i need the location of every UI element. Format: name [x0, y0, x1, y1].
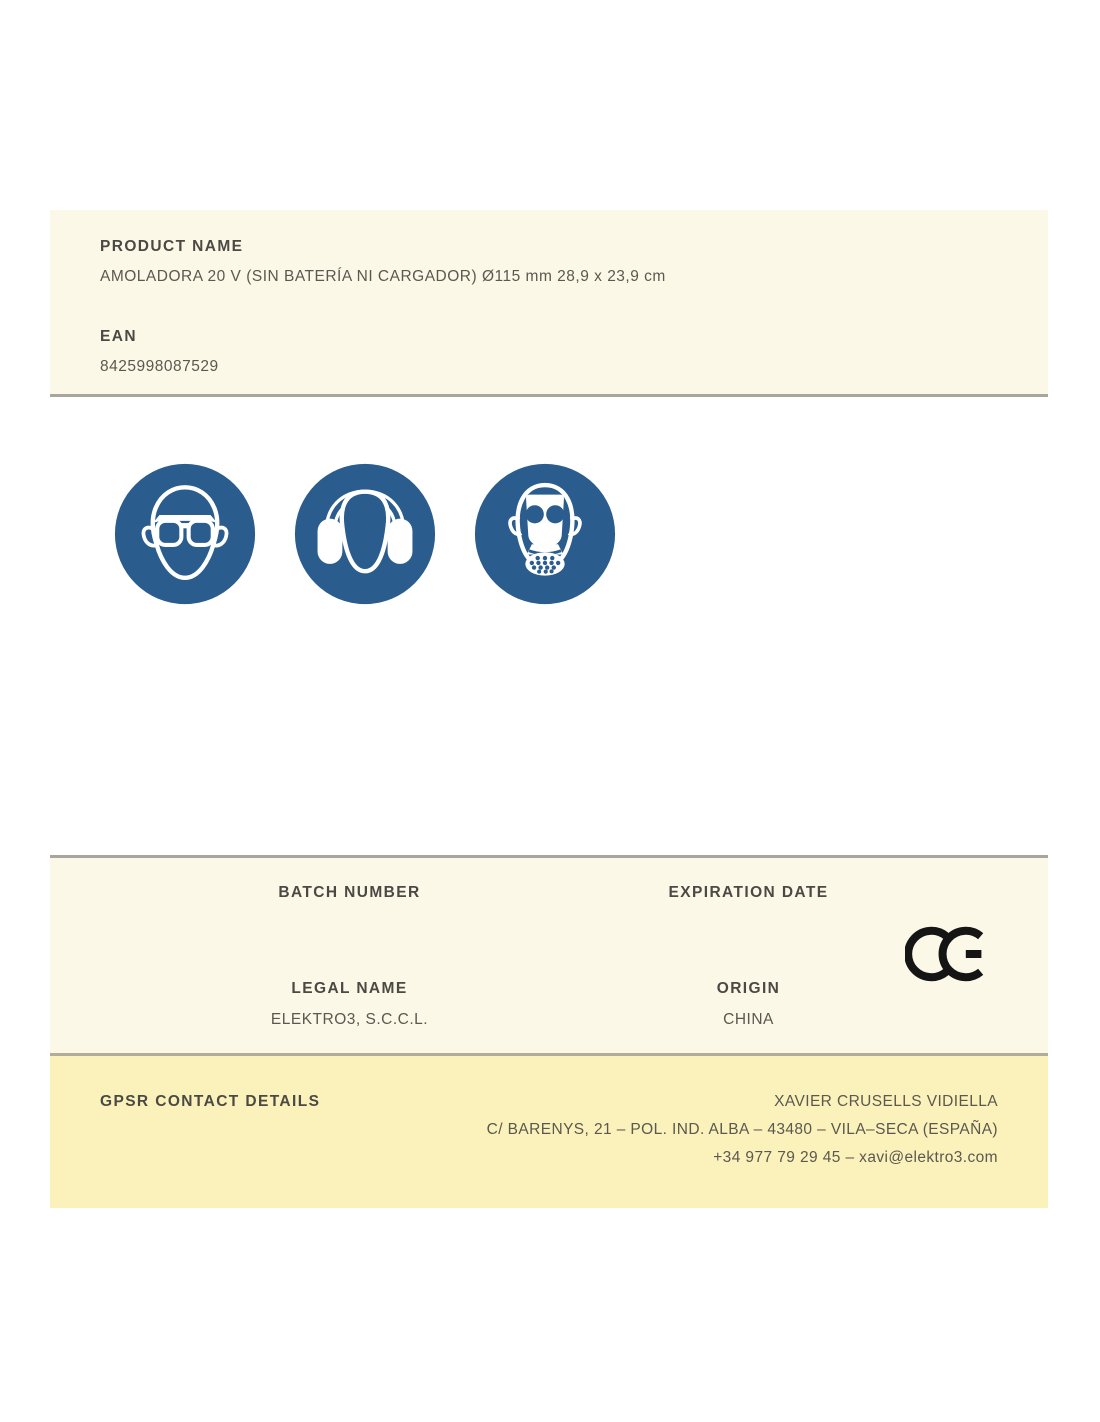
origin-field: [549, 980, 948, 1029]
legal-name-value: ELEKTRO3, S.C.C.L.: [270, 1011, 429, 1028]
batch-number-field: [150, 884, 549, 902]
origin-value: CHINA: [723, 1011, 774, 1028]
ean-field: [100, 328, 998, 376]
safety-icons-row: [112, 461, 618, 607]
expiration-date-field: [549, 884, 948, 902]
expiration-date-label: EXPIRATION DATE: [668, 884, 829, 901]
batch-number-label: BATCH NUMBER: [278, 884, 421, 901]
product-info-panel: [50, 210, 1048, 397]
wear-eye-protection-icon: [112, 461, 258, 607]
ean-value: 8425998087529: [100, 358, 219, 375]
legal-name-field: [150, 980, 549, 1029]
origin-label: ORIGIN: [716, 980, 781, 997]
compliance-details-panel: [50, 855, 1048, 1056]
ean-label: EAN: [100, 328, 137, 345]
wear-ear-protection-icon: [292, 461, 438, 607]
product-name-field: [100, 238, 998, 286]
details-right-column: [549, 884, 948, 1053]
details-left-column: [150, 884, 549, 1053]
gpsr-contact-panel: [50, 1056, 1048, 1208]
gpsr-contact-label: GPSR CONTACT DETAILS: [100, 1093, 321, 1110]
product-name-label: PRODUCT NAME: [100, 238, 244, 255]
gpsr-contact-phone-email: +34 977 79 29 45 – xavi@elektro3.com: [713, 1149, 998, 1166]
gpsr-contact-name: XAVIER CRUSELLS VIDIELLA: [774, 1093, 998, 1110]
wear-respiratory-protection-icon: [472, 461, 618, 607]
gpsr-contact-address: C/ BARENYS, 21 – POL. IND. ALBA – 43480 – VILA–SECA (ESPAÑA): [486, 1121, 998, 1138]
legal-name-label: LEGAL NAME: [291, 980, 408, 997]
gpsr-contact-block: [487, 1088, 998, 1172]
product-name-value: AMOLADORA 20 V (SIN BATERÍA NI CARGADOR) Ø115 mm 28,9 x 23,9 cm: [100, 268, 666, 285]
ce-mark-icon: [905, 922, 993, 986]
